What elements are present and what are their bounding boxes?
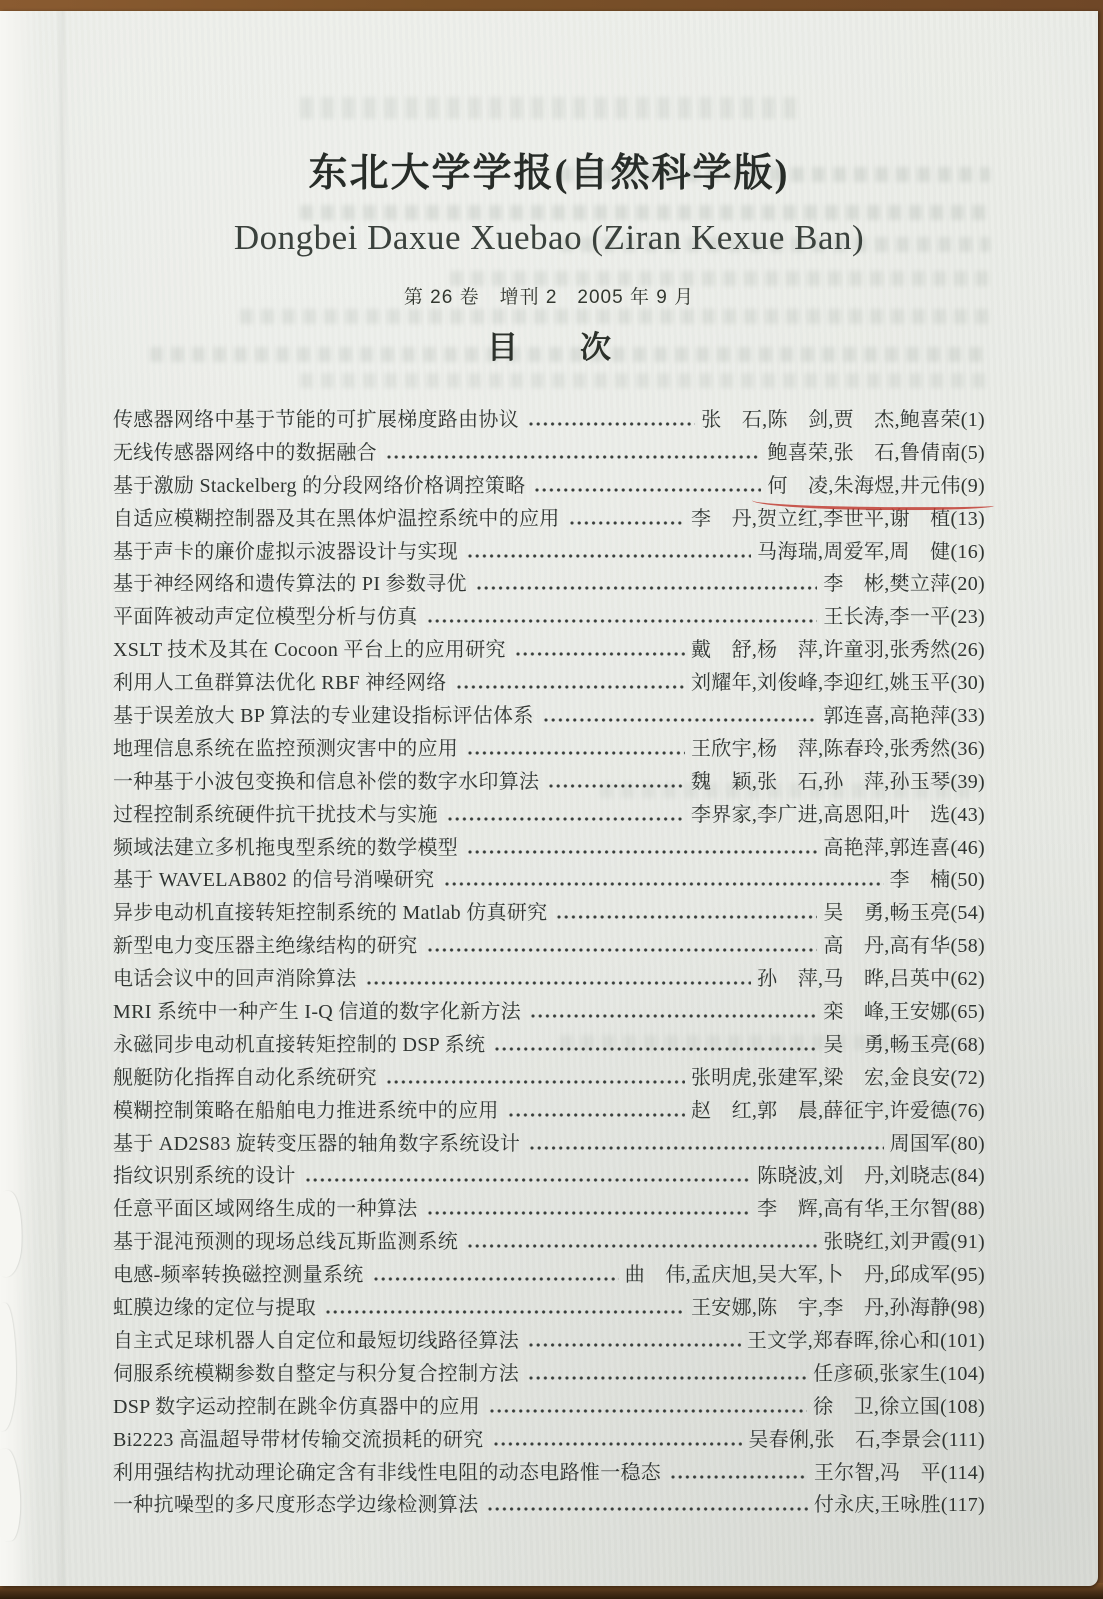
entry-authors-page <box>814 1457 985 1490</box>
entry-authors: 曲 伟,孟庆旭,吴大军,卜 丹,邱成军 <box>624 1264 951 1287</box>
dot-leader <box>467 751 685 755</box>
toc-entry <box>113 1259 985 1292</box>
entry-page-number: (46) <box>950 836 985 859</box>
issue-info: 第 26 卷 增刊 2 2005 年 9 月 <box>403 287 695 308</box>
entry-authors: 马海瑞,周爱军,周 健 <box>757 540 951 563</box>
entry-authors: 赵 红,郭 晨,薛征宇,许爱德 <box>690 1099 951 1122</box>
toc-entry <box>113 404 985 437</box>
dot-leader <box>427 948 818 952</box>
entry-page-number: (72) <box>950 1066 985 1089</box>
entry-page-number: (111) <box>941 1428 985 1451</box>
entry-page-number: (104) <box>940 1362 985 1385</box>
entry-authors-page <box>823 832 985 865</box>
dot-leader <box>528 1343 741 1347</box>
entry-authors-page <box>767 437 985 470</box>
toc-entry <box>113 897 985 930</box>
entry-page-number: (26) <box>950 639 985 662</box>
entry-authors: 张 石,陈 剑,贾 杰,鲍喜荣 <box>701 409 961 431</box>
entry-authors: 戴 舒,杨 萍,许童羽,张秀然 <box>690 639 951 662</box>
entry-page-number: (91) <box>950 1231 985 1254</box>
entry-title: 利用强结构扰动理论确定含有非线性电阻的动态电路惟一稳态 <box>113 1461 662 1484</box>
entry-authors-page <box>691 733 985 766</box>
entry-title: 无线传感器网络中的数据融合 <box>113 441 377 464</box>
entry-authors-page <box>757 1160 985 1193</box>
dot-leader <box>467 1244 817 1248</box>
entry-authors: 郭连喜,高艳萍 <box>823 705 951 728</box>
toc-entry <box>113 1489 985 1522</box>
entry-authors: 李 楠 <box>889 869 951 892</box>
entry-title: 虹膜边缘的定位与提取 <box>113 1297 316 1320</box>
toc-entry <box>113 700 985 733</box>
toc-entry <box>113 864 985 897</box>
dot-leader <box>494 1047 817 1051</box>
entry-authors: 王欣宇,杨 萍,陈春玲,张秀然 <box>690 737 951 760</box>
entry-page-number: (30) <box>950 672 985 695</box>
entry-page-number: (68) <box>950 1033 985 1056</box>
toc-entry <box>113 963 985 996</box>
entry-authors-page <box>757 963 985 996</box>
entry-authors-page <box>691 766 985 799</box>
entry-page-number: (58) <box>950 935 985 958</box>
entry-authors: 高艳萍,郭连喜 <box>823 836 951 859</box>
entry-authors: 鲍喜荣,张 石,鲁倩南 <box>767 441 961 464</box>
entry-title: 异步电动机直接转矩控制系统的 Matlab 仿真研究 <box>113 902 548 925</box>
dot-leader <box>467 554 751 558</box>
entry-title: 自适应模糊控制器及其在黑体炉温控系统中的应用 <box>113 507 560 530</box>
toc-entry <box>113 1193 985 1226</box>
dot-leader <box>444 882 884 886</box>
entry-page-number: (65) <box>950 1001 985 1024</box>
entry-authors-page <box>748 1424 985 1457</box>
dot-leader <box>476 586 818 590</box>
entry-authors-page <box>823 700 985 733</box>
entry-authors-page <box>625 1259 985 1292</box>
dot-leader <box>493 1442 743 1446</box>
entry-title: 基于 WAVELAB802 的信号消噪研究 <box>113 869 435 892</box>
entry-authors: 刘耀年,刘俊峰,李迎红,姚玉平 <box>690 672 951 695</box>
entry-authors: 何 凌,朱海煜,井元伟 <box>767 474 961 497</box>
entry-title: 基于声卡的廉价虚拟示波器设计与实现 <box>113 540 459 563</box>
entry-authors-page <box>823 601 985 634</box>
entry-title: 传感器网络中基于节能的可扩展梯度路由协议 <box>113 409 519 431</box>
entry-page-number: (98) <box>950 1297 985 1320</box>
toc-entry <box>113 1457 985 1490</box>
entry-page-number: (62) <box>950 968 985 991</box>
entry-title: 指纹识别系统的设计 <box>113 1165 296 1188</box>
entry-page-number: (101) <box>940 1329 985 1352</box>
toc-entry <box>113 536 985 569</box>
entry-authors: 栾 峰,王安娜 <box>823 1001 951 1024</box>
entry-title: 一种抗噪型的多尺度形态学边缘检测算法 <box>113 1494 479 1517</box>
dot-leader <box>569 521 685 525</box>
table-of-contents <box>113 404 985 1522</box>
entry-title: MRI 系统中一种产生 I-Q 信道的数字化新方法 <box>113 1001 522 1024</box>
entry-authors: 王安娜,陈 宇,李 丹,孙海静 <box>690 1297 951 1320</box>
dot-leader <box>556 915 817 919</box>
entry-authors-page <box>691 1062 985 1095</box>
bleedthrough-ghost <box>300 373 990 388</box>
entry-title: 一种基于小波包变换和信息补偿的数字水印算法 <box>113 770 540 793</box>
entry-title: 基于误差放大 BP 算法的专业建设指标评估体系 <box>113 705 534 728</box>
toc-entry <box>113 634 985 667</box>
contents-heading: 目 次 <box>487 330 611 365</box>
entry-authors-page <box>813 1391 985 1424</box>
toc-entry <box>113 667 985 700</box>
entry-authors-page <box>691 634 985 667</box>
entry-title: 永磁同步电动机直接转矩控制的 DSP 系统 <box>113 1033 486 1056</box>
entry-authors-page <box>890 864 985 897</box>
entry-title: 频域法建立多机拖曳型系统的数学模型 <box>113 836 459 859</box>
dot-leader <box>487 1507 807 1511</box>
entry-title: Bi2223 高温超导带材传输交流损耗的研究 <box>113 1428 484 1451</box>
entry-authors-page <box>823 996 985 1029</box>
toc-entry <box>113 1391 985 1424</box>
entry-page-number: (23) <box>950 606 985 629</box>
entry-page-number: (80) <box>950 1132 985 1155</box>
toc-entry <box>113 832 985 865</box>
entry-title: 基于 AD2S83 旋转变压器的轴角数字系统设计 <box>113 1132 521 1155</box>
entry-authors: 吴 勇,畅玉亮 <box>823 1033 951 1056</box>
toc-entry <box>113 799 985 832</box>
dot-leader <box>373 1277 619 1281</box>
dot-leader <box>456 685 685 689</box>
dot-leader <box>467 850 817 854</box>
entry-title: 平面阵被动声定位模型分析与仿真 <box>113 606 418 629</box>
entry-authors-page <box>691 799 985 832</box>
entry-title: 任意平面区域网络生成的一种算法 <box>113 1198 418 1221</box>
entry-authors: 张晓红,刘尹霞 <box>823 1231 951 1254</box>
entry-authors: 李 辉,高有华,王尔智 <box>757 1198 951 1221</box>
toc-entry <box>113 930 985 963</box>
entry-authors-page <box>813 1358 985 1391</box>
toc-entry <box>113 1358 985 1391</box>
entry-page-number: (84) <box>950 1165 985 1188</box>
entry-authors-page <box>814 1489 985 1522</box>
dot-leader <box>489 1409 807 1413</box>
entry-title: 模糊控制策略在船舶电力推进系统中的应用 <box>113 1099 499 1122</box>
dot-leader <box>515 652 685 656</box>
bleedthrough-ghost <box>300 97 800 119</box>
dot-leader <box>529 1146 883 1150</box>
toc-entry <box>113 568 985 601</box>
toc-entry <box>113 1424 985 1457</box>
toc-entry <box>113 1128 985 1161</box>
journal-contents-page <box>0 11 1098 1586</box>
entry-authors-page <box>767 470 985 503</box>
toc-entry <box>113 1160 985 1193</box>
entry-authors-page <box>691 1292 985 1325</box>
dot-leader <box>427 619 818 623</box>
entry-authors: 王尔智,冯 平 <box>813 1461 941 1484</box>
entry-authors-page <box>691 667 985 700</box>
entry-authors-page <box>890 1128 985 1161</box>
dot-leader <box>530 1014 817 1018</box>
dot-leader <box>447 817 685 821</box>
entry-authors: 付永庆,王咏胜 <box>813 1494 941 1517</box>
entry-authors-page <box>823 568 985 601</box>
toc-entry <box>113 470 985 503</box>
entry-title: DSP 数字运动控制在跳伞仿真器中的应用 <box>113 1395 480 1418</box>
entry-page-number: (108) <box>940 1395 985 1418</box>
entry-title: 基于激励 Stackelberg 的分段网络价格调控策略 <box>113 474 526 497</box>
dot-leader <box>528 1376 807 1380</box>
entry-title: 基于混沌预测的现场总线瓦斯监测系统 <box>113 1231 459 1254</box>
entry-page-number: (36) <box>950 737 985 760</box>
entry-authors-page <box>757 1193 985 1226</box>
entry-authors-page <box>757 536 985 569</box>
entry-page-number: (16) <box>950 540 985 563</box>
entry-authors: 周国军 <box>889 1132 951 1155</box>
dot-leader <box>325 1310 685 1314</box>
entry-title: 伺服系统模糊参数自整定与积分复合控制方法 <box>113 1362 519 1385</box>
entry-authors: 王长涛,李一平 <box>823 606 951 629</box>
entry-page-number: (117) <box>940 1494 985 1517</box>
dot-leader <box>305 1178 751 1182</box>
dot-leader <box>508 1113 685 1117</box>
entry-page-number: (43) <box>950 803 985 826</box>
entry-title: 电话会议中的回声消除算法 <box>113 968 357 991</box>
entry-authors-page <box>823 1226 985 1259</box>
entry-page-number: (50) <box>950 869 985 892</box>
toc-entry <box>113 1095 985 1128</box>
toc-entry <box>113 601 985 634</box>
toc-entry <box>113 1226 985 1259</box>
entry-page-number: (95) <box>950 1264 985 1287</box>
entry-authors: 孙 萍,马 晔,吕英中 <box>757 968 951 991</box>
toc-entry <box>113 1292 985 1325</box>
entry-authors: 任彦硕,张家生 <box>813 1362 941 1385</box>
entry-title: 新型电力变压器主绝缘结构的研究 <box>113 935 418 958</box>
entry-authors: 高 丹,高有华 <box>823 935 951 958</box>
entry-page-number: (88) <box>950 1198 985 1221</box>
entry-page-number: (39) <box>950 770 985 793</box>
entry-title: XSLT 技术及其在 Cocoon 平台上的应用研究 <box>113 639 506 662</box>
entry-authors-page <box>823 930 985 963</box>
dot-leader <box>427 1211 752 1215</box>
journal-title-cn: 东北大学学报(自然科学版) <box>308 152 790 195</box>
entry-title: 利用人工鱼群算法优化 RBF 神经网络 <box>113 672 447 695</box>
toc-entry <box>113 733 985 766</box>
toc-entry <box>113 1062 985 1095</box>
entry-title: 电感-频率转换磁控测量系统 <box>113 1264 364 1287</box>
entry-page-number: (1) <box>960 409 985 431</box>
dot-leader <box>386 1080 685 1084</box>
entry-page-number: (5) <box>960 441 985 464</box>
entry-page-number: (9) <box>960 474 985 497</box>
entry-authors-page <box>823 897 985 930</box>
entry-page-number: (76) <box>950 1099 985 1122</box>
entry-authors: 吴春俐,张 石,李景会 <box>748 1428 942 1451</box>
dot-leader <box>386 455 762 459</box>
toc-entry <box>113 437 985 470</box>
dot-leader <box>366 981 752 985</box>
entry-authors-page <box>823 1029 985 1062</box>
entry-authors: 徐 卫,徐立国 <box>813 1395 941 1418</box>
entry-authors-page <box>701 404 985 437</box>
entry-authors: 王文学,郑春晖,徐心和 <box>746 1329 941 1352</box>
entry-authors: 李 彬,樊立萍 <box>823 573 951 596</box>
dot-leader <box>543 718 818 722</box>
dot-leader <box>528 422 695 426</box>
entry-authors: 陈晓波,刘 丹,刘晓志 <box>757 1165 951 1188</box>
journal-title-pinyin: Dongbei Daxue Xuebao (Ziran Kexue Ban) <box>233 218 865 257</box>
entry-authors: 李界家,李广进,高恩阳,叶 选 <box>690 803 951 826</box>
dot-leader <box>548 784 685 788</box>
entry-title: 地理信息系统在监控预测灾害中的应用 <box>113 737 459 760</box>
entry-page-number: (54) <box>950 902 985 925</box>
dot-leader <box>670 1475 808 1479</box>
entry-title: 过程控制系统硬件抗干扰技术与实施 <box>113 803 438 826</box>
entry-title: 基于神经网络和遗传算法的 PI 参数寻优 <box>113 573 467 596</box>
entry-authors: 张明虎,张建军,梁 宏,金良安 <box>690 1066 951 1089</box>
entry-page-number: (20) <box>950 573 985 596</box>
toc-entry <box>113 996 985 1029</box>
toc-entry <box>113 1029 985 1062</box>
toc-entry <box>113 766 985 799</box>
entry-authors: 魏 颖,张 石,孙 萍,孙玉琴 <box>690 770 951 793</box>
entry-page-number: (114) <box>940 1461 985 1484</box>
entry-authors-page <box>691 1095 985 1128</box>
entry-page-number: (33) <box>950 705 985 728</box>
dot-leader <box>534 488 761 492</box>
entry-title: 舰艇防化指挥自动化系统研究 <box>113 1066 377 1089</box>
entry-authors: 吴 勇,畅玉亮 <box>823 902 951 925</box>
toc-entry <box>113 1325 985 1358</box>
entry-page-number: (13) <box>950 507 985 530</box>
entry-title: 自主式足球机器人自定位和最短切线路径算法 <box>113 1329 519 1352</box>
entry-authors-page <box>747 1325 985 1358</box>
entry-authors: 李 丹,贺立红,李世平,谢 植 <box>690 507 951 530</box>
